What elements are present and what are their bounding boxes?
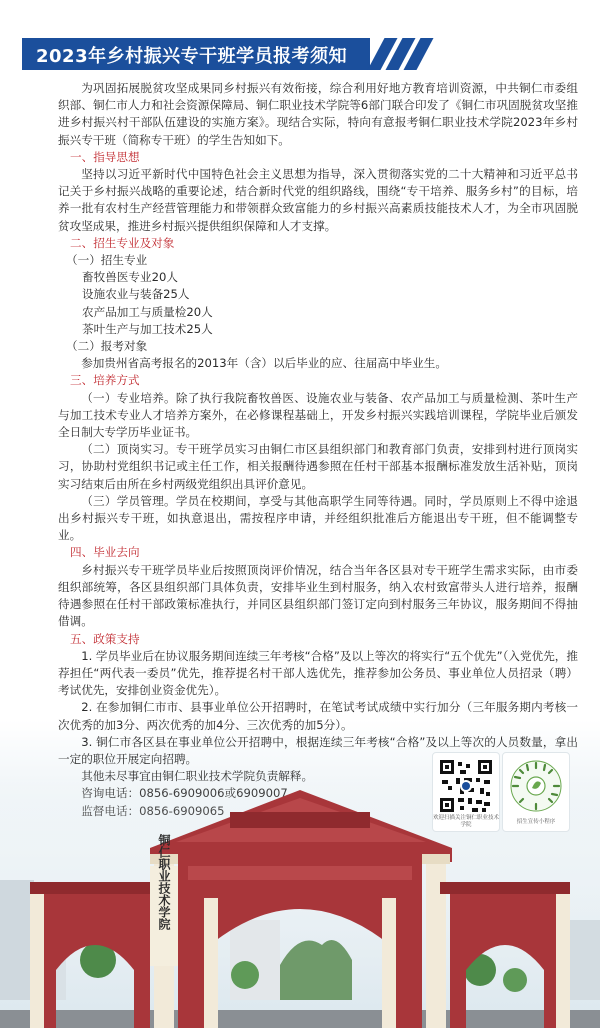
title-banner — [22, 38, 370, 70]
section-heading-enrollment: 二、招生专业及对象 — [70, 235, 175, 250]
subheading-target: （二）报考对象 — [66, 339, 148, 354]
section-heading-employment: 四、毕业去向 — [70, 545, 140, 560]
qr-code-icon — [438, 758, 494, 814]
intro-paragraph: 为巩固拓展脱贫攻坚成果同乡村振兴有效衔接，综合利用好地方教育培训资源，中共铜仁市委组织部、铜仁市人力和社会资源保障局、铜仁职业技术学院等6部门联合印发了《铜仁市巩固脱贫攻坚推进乡村振兴村干部队伍建设的实施方案》。现结合实际，特向有意报考铜仁职业技术学院2023年乡村振兴专干班（简称专干班）的学生告知如下。 — [58, 81, 578, 147]
policy-item: 3. 铜仁市各区县在事业单位公开招聘中，根据连续三年考核“合格”及以上等次的人员数量，拿出一定的职位开展定向招聘。 — [58, 734, 578, 766]
training-item: （一）专业培养。除了执行我院畜牧兽医、设施农业与装备、农产品加工与质量检测、茶叶生产与加工技术专业人才培养方案外，在必修课程基础上，开发乡村振兴实践培训课程，学院毕业后颁发全日制大专学历毕业证书。 — [58, 390, 578, 440]
section-heading-policy: 五、政策支持 — [70, 631, 140, 646]
major-item: 农产品加工与质量检20人 — [82, 304, 213, 319]
qr-caption-miniprogram: 招生宣传小程序 — [516, 819, 556, 825]
page-title: 2023年乡村振兴专干班学员报考须知 — [36, 46, 348, 67]
mini-program-code-icon — [508, 758, 564, 814]
gate-sign: 铜仁职业技术学院 — [157, 834, 171, 930]
major-item: 茶叶生产与加工技术25人 — [82, 321, 213, 336]
policy-item: 1. 学员毕业后在协议服务期间连续三年考核“合格”及以上等次的将实行“五个优先”（入党优先，推荐担任“两代表一委员”优先，推荐提名村干部人选优先，推荐参加公务员、事业单位人员招录（聘）考试优先，安排创业资金优先）。 — [58, 648, 578, 698]
target-paragraph: 参加贵州省高考报名的2013年（含）以后毕业的应、往届高中毕业生。 — [81, 356, 447, 371]
notice-body — [58, 80, 578, 820]
section-heading-guiding: 一、指导思想 — [70, 149, 140, 164]
major-item: 畜牧兽医专业20人 — [82, 270, 178, 285]
major-item: 设施农业与装备25人 — [82, 287, 190, 302]
qr-card-wechat[interactable] — [432, 752, 500, 832]
section-heading-training: 三、培养方式 — [70, 373, 140, 388]
qr-caption-wechat: 欢迎扫描关注铜仁职业技术学院 — [433, 815, 500, 828]
employment-paragraph: 乡村振兴专干班学员毕业后按照顶岗评价情况，结合当年各区县对专干班学生需求实际，由市委组织部统筹，各区县组织部门具体负责，安排毕业生到村服务，纳入农村致富带头人进行培养，报酬待遇参照在任村干部政策标准执行，并同区县组织部门签订定向到村服务三年协议，服务期间不得抽借调。 — [58, 562, 578, 629]
training-item: （二）顶岗实习。专干班学员实习由铜仁市区县组织部门和教育部门负责，安排到村进行顶岗实习，协助村党组织书记或主任工作，相关报酬待遇参照在任村干部基本报酬标准发放生活补贴，顶岗实习结束后由所在乡村两级党组织出具评价意见。 — [58, 442, 578, 491]
policy-item: 2. 在参加铜仁市市、县事业单位公开招聘时，在笔试考试成绩中实行加分（三年服务期内考核一次优秀的加3分、两次优秀的加4分、三次优秀的加5分）。 — [58, 700, 578, 732]
subheading-majors: （一）招生专业 — [66, 253, 148, 268]
qr-card-miniprogram[interactable] — [502, 752, 570, 832]
guiding-paragraph: 坚持以习近平新时代中国特色社会主义思想为指导，深入贯彻落实党的二十大精神和习近平总书记关于乡村振兴战略的重要论述，结合新时代党的组织路线，围绕“专干培养、服务乡村”的目标，培养一批有农村生产经营管理能力和带领群众致富能力的乡村振兴高素质技能技术人才，为全市巩固脱贫攻坚成果，推进乡村振兴提供组织保障和人才支撑。 — [58, 167, 578, 233]
training-item: （三）学员管理。学员在校期间，享受与其他高职学生同等待遇。同时，学员原则上不得中途退出乡村振兴专干班，如执意退出，需按程序申请，并经组织批准后方能退出专干班，但不能调整专业。 — [58, 493, 578, 543]
